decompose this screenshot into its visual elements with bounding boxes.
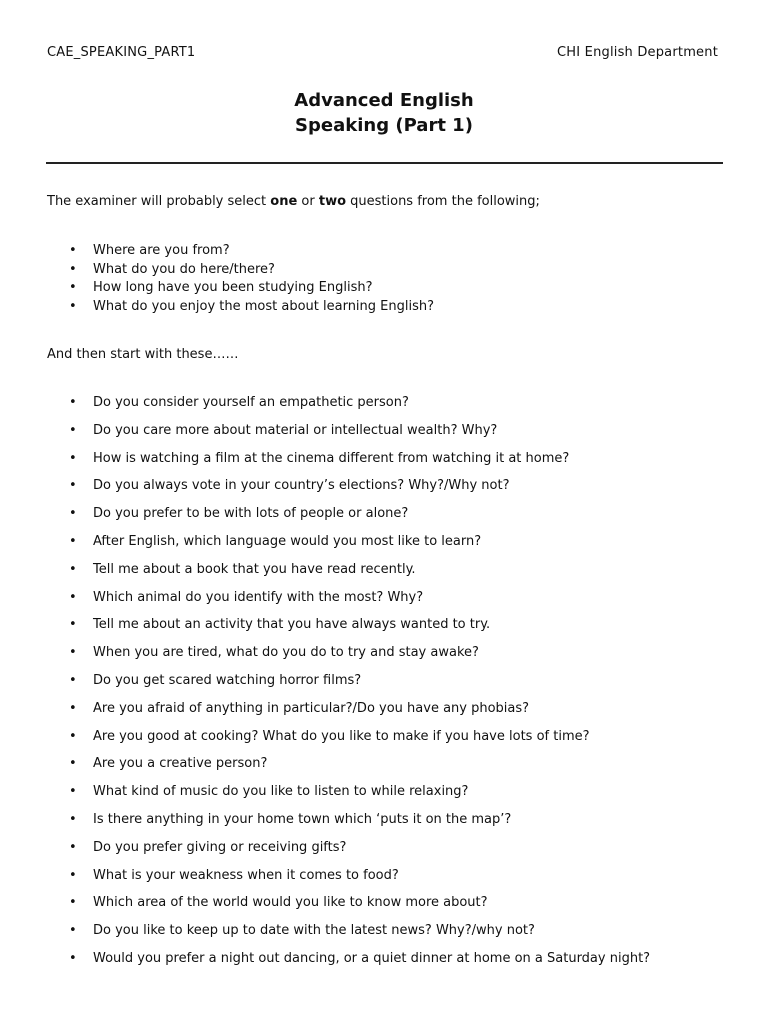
list-item: • How long have you been studying English?	[47, 279, 434, 298]
title-divider	[46, 162, 723, 164]
intro-paragraph	[47, 194, 540, 209]
list-item: • Tell me about a book that you have read recently.	[47, 560, 650, 588]
intro-text-middle: or	[297, 194, 319, 209]
intro-text-after: questions from the following;	[346, 194, 540, 209]
list-item: • Do you consider yourself an empathetic person?	[47, 393, 650, 421]
list-item: • Do you care more about material or intellectual wealth? Why?	[47, 421, 650, 449]
intro-bold-two: two	[318, 194, 347, 209]
main-question-list	[47, 393, 650, 977]
list-item: • Do you like to keep up to date with the latest news? Why?/why not?	[47, 921, 650, 949]
list-item: • Would you prefer a night out dancing, or a quiet dinner at home on a Saturday night?	[47, 949, 650, 977]
list-item: • How is watching a film at the cinema different from watching it at home?	[47, 449, 650, 477]
list-item: • Do you prefer giving or receiving gifts?	[47, 838, 650, 866]
list-item: • What is your weakness when it comes to food?	[47, 866, 650, 894]
transition-text: And then start with these……	[47, 347, 239, 362]
list-item: • Tell me about an activity that you have always wanted to try.	[47, 615, 650, 643]
list-item: • Is there anything in your home town which ‘puts it on the map’?	[47, 810, 650, 838]
title-line-1: Advanced English	[294, 90, 474, 111]
list-item: • Which area of the world would you like to know more about?	[47, 893, 650, 921]
header-department: CHI English Department	[557, 45, 718, 60]
list-item: • Do you get scared watching horror films?	[47, 671, 650, 699]
warmup-question-list	[47, 242, 434, 316]
list-item: • What kind of music do you like to listen to while relaxing?	[47, 782, 650, 810]
header-course-code: CAE_SPEAKING_PART1	[47, 45, 196, 60]
list-item: • When you are tired, what do you do to try and stay awake?	[47, 643, 650, 671]
list-item: • Where are you from?	[47, 242, 434, 261]
list-item: • What do you enjoy the most about learning English?	[47, 298, 434, 317]
list-item: • Do you prefer to be with lots of people or alone?	[47, 504, 650, 532]
intro-text-before: The examiner will probably select	[47, 194, 271, 209]
list-item: • Are you a creative person?	[47, 754, 650, 782]
list-item: • After English, which language would you most like to learn?	[47, 532, 650, 560]
list-item: • Which animal do you identify with the most? Why?	[47, 588, 650, 616]
list-item: • What do you do here/there?	[47, 261, 434, 280]
title-line-2: Speaking (Part 1)	[295, 115, 473, 136]
intro-bold-one: one	[270, 194, 298, 209]
list-item: • Are you good at cooking? What do you like to make if you have lots of time?	[47, 727, 650, 755]
list-item: • Are you afraid of anything in particular?/Do you have any phobias?	[47, 699, 650, 727]
page-title	[0, 88, 768, 138]
list-item: • Do you always vote in your country’s elections? Why?/Why not?	[47, 476, 650, 504]
